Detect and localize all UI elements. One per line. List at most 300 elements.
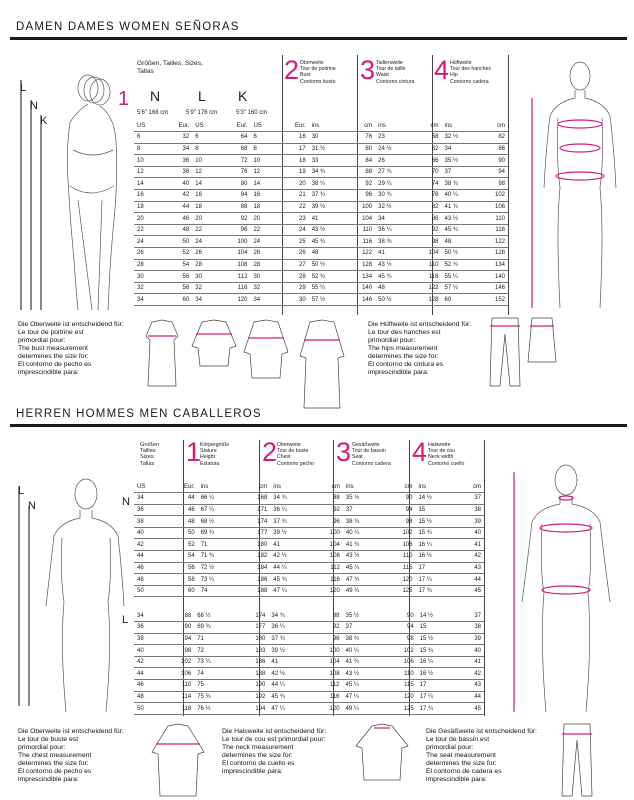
table-cell: 17: [415, 562, 455, 574]
mth-eur: Eur.: [163, 481, 197, 493]
table-cell: 57 ½: [442, 282, 478, 294]
table-cell: 58: [161, 282, 192, 294]
table-row: [134, 213, 508, 225]
table-cell: 16: [192, 190, 219, 202]
table-cell: 41 ¾: [343, 539, 383, 551]
table-cell: 32: [161, 132, 192, 144]
table-cell: 48: [442, 236, 478, 248]
table-cell: 37 ¾: [270, 516, 310, 528]
table-cell: 177: [237, 527, 270, 539]
table-cell: 180: [235, 633, 269, 645]
blouse-icon: [192, 320, 236, 366]
table-cell: 116: [411, 271, 441, 283]
table-cell: 125: [383, 703, 417, 715]
table-cell: 39: [455, 516, 484, 528]
table-cell: 50 ½: [309, 259, 345, 271]
table-cell: 40 ¼: [442, 190, 478, 202]
table-row: [134, 562, 484, 574]
th-cm-waist: cm: [411, 120, 441, 132]
table-cell: 68 ½: [198, 516, 238, 528]
men-measure-num-2: 2: [262, 437, 278, 467]
table-row: [134, 504, 484, 516]
table-cell: 120: [219, 294, 250, 306]
table-row: [134, 691, 484, 703]
table-cell: 26: [250, 248, 277, 260]
table-cell: 22: [250, 224, 277, 236]
woman-figure-icon: [18, 60, 133, 315]
table-cell: 18: [134, 201, 161, 213]
table-cell: 80: [345, 143, 375, 155]
table-cell: 48: [375, 282, 411, 294]
table-cell: 44: [455, 574, 484, 586]
fig-letter-n: N: [30, 100, 38, 112]
table-cell: 112: [310, 562, 343, 574]
table-cell: 116: [310, 574, 343, 586]
table-cell: 108: [310, 551, 343, 563]
table-cell: 33: [309, 155, 345, 167]
table-cell: 10: [134, 155, 161, 167]
men-measure-num-4: 4: [412, 437, 428, 467]
table-cell: 74: [194, 668, 235, 680]
table-cell: 38: [134, 633, 161, 645]
table-cell: 171: [237, 504, 270, 516]
table-cell: 38: [455, 504, 484, 516]
table-row: [134, 680, 484, 692]
table-cell: 43 ½: [343, 668, 384, 680]
men-note-seat: Die Gesäßweite ist entscheidend für: Le tour de bassin est primordial pour: The seat measurement determines the size for: El contorno de cadera es imprescindible para:: [426, 728, 538, 783]
table-cell: 17: [277, 143, 308, 155]
table-cell: 100: [219, 236, 250, 248]
table-cell: 49 ¼: [343, 703, 384, 715]
table-cell: 52: [161, 248, 192, 260]
table-cell: 104: [345, 213, 375, 225]
table-cell: 24: [192, 236, 219, 248]
table-row: [134, 294, 508, 306]
table-cell: 110: [478, 213, 508, 225]
table-cell: 22: [192, 224, 219, 236]
table-cell: 100: [309, 645, 343, 657]
table-cell: 39 ½: [309, 201, 345, 213]
table-cell: 32 ½: [375, 201, 411, 213]
table-cell: 17 ¾: [415, 585, 455, 597]
table-cell: 36 ¼: [270, 504, 310, 516]
table-cell: 110: [383, 551, 416, 563]
table-cell: 44: [457, 691, 484, 703]
table-cell: 32: [192, 282, 219, 294]
table-cell: 94: [478, 166, 508, 178]
table-cell: 36: [161, 155, 192, 167]
men-table-head: [134, 481, 484, 493]
table-cell: 26: [192, 248, 219, 260]
table-cell: 102: [478, 190, 508, 202]
table-cell: 47 ¼: [343, 691, 384, 703]
table-cell: 76 ½: [194, 703, 235, 715]
table-cell: 38 ¾: [442, 178, 478, 190]
women-note-bust: Die Oberweite ist entscheidend für: Le tour de poitrine est primordial pour: The bust measurement determines the size for: El contorno de pecho es imprescindible para:: [18, 321, 124, 376]
table-cell: 34: [192, 294, 219, 306]
table-cell: 28: [134, 259, 161, 271]
table-row: [134, 516, 484, 528]
table-cell: 38 ¾: [375, 236, 411, 248]
table-cell: 90: [383, 493, 416, 505]
table-row: [134, 551, 484, 563]
skirt-icon: [528, 318, 556, 362]
men-measure-num-3: 3: [336, 437, 352, 467]
table-cell: 71: [194, 633, 235, 645]
table-row: [134, 143, 508, 155]
table-cell: 98: [161, 645, 195, 657]
table-cell: 68: [219, 143, 250, 155]
table-cell: 46: [134, 680, 161, 692]
height-label-k: 5'3" 160 cm: [236, 110, 268, 116]
table-cell: 48: [134, 574, 163, 586]
fit-letter-k: K: [238, 88, 248, 104]
table-cell: 34: [134, 294, 161, 306]
shirt-icon: [352, 722, 412, 784]
mth-us: US: [134, 481, 163, 493]
table-cell: 67 ¼: [198, 504, 238, 516]
table-cell: 110: [161, 680, 195, 692]
table-cell: 76: [345, 132, 375, 144]
table-cell: 128: [345, 259, 375, 271]
table-cell: 23: [277, 213, 308, 225]
men-size-label: Größen Tailles Sizes Tallas: [140, 442, 159, 467]
table-cell: 102: [161, 656, 195, 668]
men-measure-seat: Gesäßweite Tour de bassin Seat Contorno cadera: [352, 442, 391, 467]
table-cell: 82: [478, 132, 508, 144]
women-measure-num-3: 3: [360, 55, 376, 85]
table-cell: 98: [383, 516, 416, 528]
men-measure-num-1: 1: [186, 437, 202, 467]
table-cell: 18: [192, 201, 219, 213]
table-cell: 92: [309, 622, 343, 634]
man-fig-letter-l: L: [18, 485, 25, 497]
table-cell: 188: [237, 585, 270, 597]
fig-letter-l: L: [20, 82, 27, 94]
men-divider-5: [484, 440, 485, 716]
table-cell: 36 ¼: [375, 224, 411, 236]
th-ins-bust: ins: [309, 120, 345, 132]
table-cell: 31 ½: [309, 143, 345, 155]
table-cell: 188: [235, 668, 269, 680]
table-row: [134, 703, 484, 715]
man-fig-letter-n: N: [28, 500, 36, 512]
table-cell: 69 ¾: [194, 622, 235, 634]
table-cell: 86: [478, 143, 508, 155]
table-cell: 116: [219, 282, 250, 294]
table-row: [134, 574, 484, 586]
table-cell: 118: [161, 703, 195, 715]
table-cell: 41: [309, 213, 345, 225]
mth-cm-c: cm: [310, 481, 343, 493]
table-cell: 104: [310, 539, 343, 551]
table-cell: 76: [219, 166, 250, 178]
table-cell: 21: [277, 190, 308, 202]
table-cell: 40: [455, 527, 484, 539]
mth-cm-s: cm: [383, 481, 416, 493]
table-cell: 38 ¾: [343, 516, 383, 528]
table-cell: 34: [250, 294, 277, 306]
table-cell: 50: [161, 236, 192, 248]
trousers-icon: [490, 318, 520, 386]
table-cell: 8: [134, 143, 161, 155]
table-row: [134, 236, 508, 248]
table-cell: 14 ½: [417, 610, 458, 622]
table-cell: 38: [134, 516, 163, 528]
fit-letter-l: L: [198, 88, 206, 104]
table-cell: 84: [345, 155, 375, 167]
table-cell: 52 ¾: [309, 271, 345, 283]
table-cell: 40: [161, 178, 192, 190]
table-cell: 12: [192, 166, 219, 178]
table-cell: 106: [478, 201, 508, 213]
table-cell: 16 ½: [415, 551, 455, 563]
table-cell: 174: [235, 610, 269, 622]
women-measure-hip: Hüftweite Tour des hanches Hip Contorno cadera: [450, 60, 491, 85]
table-cell: 190: [235, 680, 269, 692]
table-cell: 45 ¾: [270, 574, 310, 586]
table-cell: 41: [375, 248, 411, 260]
table-cell: 44: [161, 201, 192, 213]
table-cell: 120: [383, 691, 417, 703]
table-cell: 47 ¼: [268, 703, 309, 715]
table-cell: 134: [478, 259, 508, 271]
table-cell: 15: [415, 504, 455, 516]
table-cell: 25: [277, 236, 308, 248]
table-cell: 29: [277, 282, 308, 294]
table-cell: 39 ½: [268, 645, 309, 657]
table-cell: 37: [455, 493, 484, 505]
women-size-table: [134, 120, 508, 306]
table-cell: 40: [134, 645, 161, 657]
table-cell: 47 ¾: [343, 574, 383, 586]
table-cell: 120: [310, 585, 343, 597]
table-cell: 35 ½: [343, 493, 383, 505]
table-cell: 27: [277, 259, 308, 271]
table-cell: 45 ¾: [309, 236, 345, 248]
table-cell: 54: [161, 259, 192, 271]
table-cell: 6: [192, 132, 219, 144]
table-cell: 41 ¾: [442, 201, 478, 213]
table-row: [134, 668, 484, 680]
table-cell: 66 ¼: [198, 493, 238, 505]
table-cell: 183: [235, 645, 269, 657]
women-bust-garments: [132, 316, 358, 412]
table-cell: 10: [250, 155, 277, 167]
table-cell: 22: [277, 201, 308, 213]
table-cell: 184: [237, 562, 270, 574]
table-cell: 38: [161, 166, 192, 178]
table-row: [134, 271, 508, 283]
table-cell: 100: [310, 527, 343, 539]
table-cell: 86: [411, 213, 441, 225]
table-cell: 46: [134, 562, 163, 574]
table-cell: 45 ¼: [343, 680, 384, 692]
table-cell: 106: [383, 539, 416, 551]
table-cell: 46: [163, 504, 197, 516]
women-note-hip: Die Hüftweite ist entscheidend für: Le tour des hanches est primordial pour: The hips measurement determines the size for: El contorno de cintura es imprescindible para:: [368, 321, 472, 376]
table-cell: 34: [161, 143, 192, 155]
table-cell: 42: [457, 668, 484, 680]
th-ins-waist: ins: [375, 120, 411, 132]
table-cell: 15 ½: [415, 516, 455, 528]
table-cell: 122: [345, 248, 375, 260]
table-cell: 68 ½: [194, 610, 235, 622]
women-accent-1: 1: [118, 88, 130, 110]
table-cell: 73 ¼: [198, 574, 238, 586]
table-cell: 16 ¼: [417, 656, 458, 668]
table-cell: 50: [134, 585, 163, 597]
women-section-rule: [10, 37, 627, 40]
table-cell: 152: [478, 294, 508, 306]
table-cell: 106: [161, 668, 195, 680]
table-cell: 186: [235, 656, 269, 668]
table-cell: 16 ¼: [415, 539, 455, 551]
table-row: [134, 178, 508, 190]
table-cell: 134: [345, 271, 375, 283]
table-cell: 71: [198, 539, 238, 551]
table-cell: 58: [411, 132, 441, 144]
table-cell: 32: [250, 282, 277, 294]
height-label-n: 5'6" 168 cm: [137, 110, 169, 116]
table-cell: 16: [277, 132, 308, 144]
table-cell: 26: [277, 248, 308, 260]
table-cell: 41: [270, 539, 310, 551]
table-cell: 24: [277, 224, 308, 236]
table-cell: 26: [375, 155, 411, 167]
table-cell: 110: [345, 224, 375, 236]
man-figure-icon: [16, 476, 128, 716]
table-cell: 42: [134, 539, 163, 551]
table-cell: 73 ¼: [194, 656, 235, 668]
table-cell: 94: [383, 504, 416, 516]
women-section-title: DAMEN DAMES WOMEN SEÑORAS: [16, 21, 240, 33]
table-cell: 90: [383, 610, 417, 622]
table-cell: 60: [161, 294, 192, 306]
table-cell: 17: [417, 680, 458, 692]
table-cell: 44 ¼: [270, 562, 310, 574]
fig-letter-k: K: [40, 115, 48, 127]
table-cell: 125: [383, 585, 416, 597]
table-cell: 45 ¾: [442, 224, 478, 236]
table-cell: 37: [442, 166, 478, 178]
table-cell: 92: [345, 178, 375, 190]
table-cell: 116: [345, 236, 375, 248]
table-cell: 174: [237, 516, 270, 528]
table-row: [134, 155, 508, 167]
table-cell: 22: [134, 224, 161, 236]
table-cell: 88: [310, 493, 343, 505]
men-size-table-n: [134, 481, 484, 597]
table-cell: 40: [457, 645, 484, 657]
women-measure-num-2: 2: [284, 55, 300, 85]
table-cell: 96: [219, 224, 250, 236]
jacket-icon: [148, 722, 208, 798]
table-cell: 16: [250, 190, 277, 202]
table-cell: 10: [192, 155, 219, 167]
coat-icon: [300, 320, 344, 408]
table-cell: 30: [250, 271, 277, 283]
table-cell: 40: [134, 527, 163, 539]
table-cell: 115: [383, 562, 416, 574]
table-cell: 15 ½: [417, 633, 458, 645]
fit-letter-n: N: [150, 88, 161, 104]
table-cell: 32 ½: [442, 132, 478, 144]
table-cell: 18: [277, 155, 308, 167]
th-us-n: US: [134, 120, 161, 132]
th-cm-hip: cm: [478, 120, 508, 132]
table-cell: 34 ¾: [270, 493, 310, 505]
table-cell: 12: [250, 166, 277, 178]
table-cell: 43: [455, 562, 484, 574]
table-cell: 30: [309, 132, 345, 144]
table-cell: 58: [163, 574, 197, 586]
table-cell: 48: [161, 224, 192, 236]
table-cell: 177: [235, 622, 269, 634]
table-cell: 44: [134, 551, 163, 563]
table-cell: 75 ¾: [194, 691, 235, 703]
table-cell: 41: [457, 656, 484, 668]
table-cell: 30: [192, 271, 219, 283]
table-cell: 6: [134, 132, 161, 144]
table-cell: 80: [219, 178, 250, 190]
table-cell: 146: [345, 294, 375, 306]
table-row: [134, 224, 508, 236]
table-cell: 186: [237, 574, 270, 586]
table-cell: 38 ¾: [343, 633, 384, 645]
table-cell: 42 ½: [270, 551, 310, 563]
table-row: [134, 493, 484, 505]
table-cell: 14 ½: [415, 493, 455, 505]
table-row: [134, 166, 508, 178]
mth-ins-n: ins: [415, 481, 455, 493]
men-note-chest: Die Oberweite ist entscheidend für: Le tour de buste est primordial pour: The chest measurement determines the size for: El contorno de pecho es imprescindible para:: [18, 728, 124, 783]
table-cell: 90: [478, 155, 508, 167]
mth-ins-s: ins: [343, 481, 383, 493]
table-cell: 37: [457, 610, 484, 622]
table-row: [134, 633, 484, 645]
table-cell: 15: [417, 622, 458, 634]
table-cell: 98: [411, 236, 441, 248]
table-cell: 37 ¾: [309, 190, 345, 202]
table-cell: 74: [198, 585, 238, 597]
table-cell: 6: [250, 132, 277, 144]
table-cell: 52: [163, 539, 197, 551]
table-cell: 28: [250, 259, 277, 271]
table-cell: 55 ¼: [309, 282, 345, 294]
table-cell: 104: [309, 656, 343, 668]
table-cell: 96: [345, 190, 375, 202]
table-cell: 36: [134, 504, 163, 516]
table-cell: 74: [411, 178, 441, 190]
height-label-l: 5'9" 176 cm: [186, 110, 218, 116]
table-cell: 98: [478, 178, 508, 190]
table-cell: 50 ½: [442, 248, 478, 260]
table-cell: 110: [411, 259, 441, 271]
table-cell: 28: [277, 271, 308, 283]
table-cell: 39: [457, 633, 484, 645]
table-cell: 35 ½: [442, 155, 478, 167]
table-cell: 30 ¾: [375, 190, 411, 202]
table-cell: 194: [235, 703, 269, 715]
jacket-icon: [244, 320, 288, 378]
pants-icon: [560, 720, 594, 798]
table-cell: 140: [345, 282, 375, 294]
table-cell: 41: [455, 539, 484, 551]
table-cell: 182: [237, 551, 270, 563]
table-cell: 20: [134, 213, 161, 225]
table-cell: 20: [192, 213, 219, 225]
